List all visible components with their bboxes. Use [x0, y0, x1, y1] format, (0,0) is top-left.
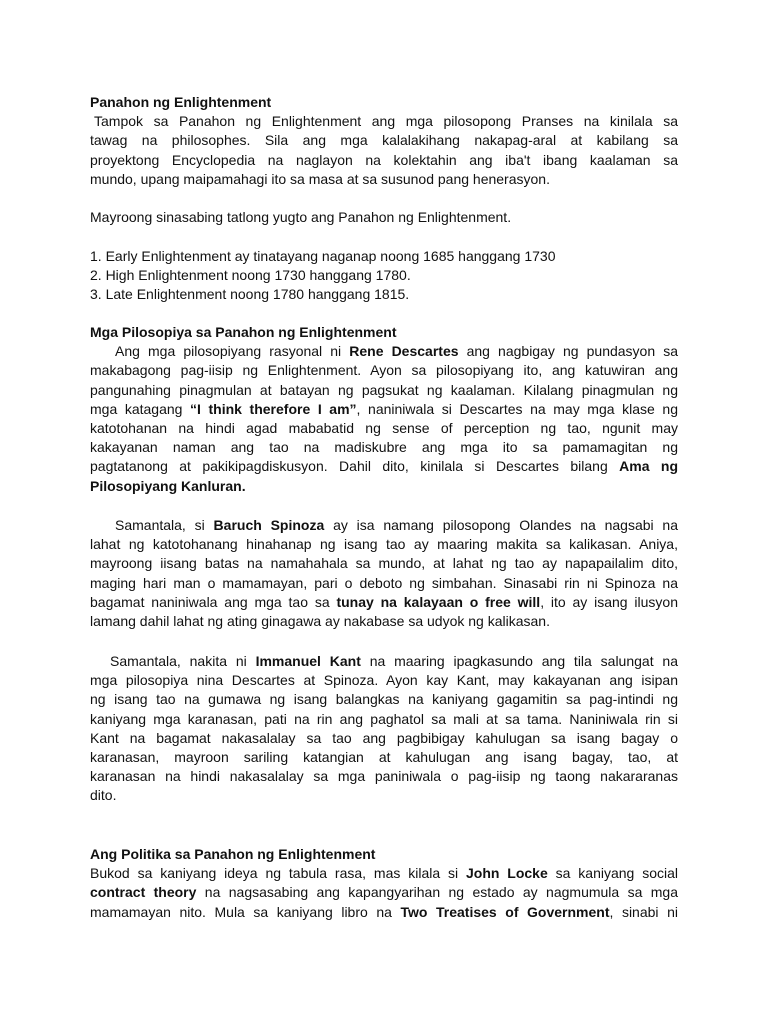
stages-list — [90, 247, 678, 305]
locke-line1: Bukod sa kaniyang ideya ng tabula rasa, mas kilala si John Locke sa kaniyang social — [90, 865, 678, 882]
descartes-line8 — [90, 477, 678, 496]
list-item: 3. Late Enlightenment noong 1780 hanggang 1815. — [90, 286, 410, 303]
kant-line7: karanasan na hindi nakasalalay sa mga paniniwala o pag-iisip ng taong nakararanas — [90, 768, 678, 785]
locke-line2: contract theory na nagsasabing ang kapangyarihan ng estado ay nagmumula sa mga — [90, 884, 678, 901]
descartes-line5: katotohanan na hindi agad mababatid ng sense of perception ng tao, ngunit may — [90, 420, 678, 437]
section-politika — [90, 845, 678, 922]
para1-line1: Tampok sa Panahon ng Enlightenment ang mga pilosopong Pranses na kinilala sa — [94, 113, 678, 130]
list-item: 2. High Enlightenment noong 1730 hanggang 1780. — [90, 267, 411, 284]
heading-pilosopiya: Mga Pilosopiya sa Panahon ng Enlightenment — [90, 324, 397, 340]
locke-line3: mamamayan nito. Mula sa kaniyang libro na Two Treatises of Government, sinabi ni — [90, 903, 678, 920]
free-will-phrase: tunay na kalayaan o free will — [336, 593, 541, 610]
heading-politika: Ang Politika sa Panahon ng Enlightenment — [90, 846, 376, 862]
heading-panahon: Panahon ng Enlightenment — [90, 94, 272, 110]
spinoza-line5: bagamat naniniwala ang mga tao sa tunay na kalayaan o free will, ito ay isang ilusyon — [90, 593, 678, 610]
kant-line1: Samantala, nakita ni Immanuel Kant na maaring ipagkasundo ang tila salungat na — [110, 653, 678, 669]
section-enlightenment — [90, 93, 678, 189]
kant-line8: dito. — [90, 787, 117, 804]
kant-line6: karanasan, mayroon sariling katangian at kahulugan ang isang bagay, tao, at — [90, 749, 678, 766]
paragraph-kant — [90, 652, 678, 806]
descartes-line2: makabagong pag-iisip ng Enlightenment. Ayon sa pilosopiyang ito, ang katuwiran ang — [90, 362, 678, 379]
kant-line2: mga pilosopiya nina Descartes at Spinoza. Ayon kay Kant, may kakayanan ang isipan — [90, 672, 678, 689]
kant-line4: kaniyang mga karanasan, pati na rin ang paghatol sa mali at sa tama. Naniniwala rin si — [90, 710, 678, 727]
spinoza-line2: lahat ng katotohanang hinahanap ng isang tao ay maaring makita sa kalikasan. Aniya, — [90, 536, 678, 553]
kant-line5: Kant na bagamat nakasalalay sa tao ang pagbibigay kahulugan sa isang bagay o — [90, 729, 678, 746]
spinoza-line1: Samantala, si Baruch Spinoza ay isa namang pilosopong Olandes na nagsabi na — [115, 517, 679, 533]
pilosopiyang-kanluran: Pilosopiyang Kanluran. — [90, 477, 246, 494]
name-baruch-spinoza: Baruch Spinoza — [213, 517, 325, 533]
spinoza-line3: mayroong iisang batas na namahahala sa mundo, at lahat ng tao ay napapailalim dito, — [90, 555, 678, 572]
descartes-line6: kakayanan naman ang tao na madiskubre ang mga ito sa pamamagitan ng — [90, 439, 678, 456]
contract-theory: contract theory — [90, 884, 197, 901]
descartes-line7: pagtatanong at pakikipagdiskusyon. Dahil dito, kinilala si Descartes bilang Ama ng — [90, 458, 678, 475]
kant-line3: ng isang tao na gumawa ng isang balangkas na kaniyang gagamitin sa pag-intindi ng — [90, 691, 678, 708]
section-pilosopiya — [90, 323, 678, 496]
ama-ng: Ama ng — [619, 458, 678, 475]
list-item: 1. Early Enlightenment ay tinatayang naganap noong 1685 hanggang 1730 — [90, 248, 556, 264]
descartes-line3: pangunahing pinagmulan at batayan ng pagsukat ng kaalaman. Kilalang pinagmulan ng — [90, 381, 678, 398]
book-title-two-treatises: Two Treatises of Government — [400, 903, 610, 920]
paragraph-spinoza — [90, 516, 678, 631]
para1-line2: tawag na philosophes. Sila ang mga kalalakihang nakapag-aral at kabilang sa — [90, 132, 678, 149]
para2-stages-intro: Mayroong sinasabing tatlong yugto ang Panahon ng Enlightenment. — [90, 209, 512, 225]
descartes-line1: Ang mga pilosopiyang rasyonal ni Rene Descartes ang nagbigay ng pundasyon sa — [115, 343, 679, 360]
name-rene-descartes: Rene Descartes — [349, 343, 459, 360]
para1-line4: mundo, upang maipamahagi ito sa masa at sa susunod pang henerasyon. — [90, 170, 550, 187]
para1-line3: proyektong Encyclopedia na naglayon na kolektahin ang iba't ibang kaalaman sa — [90, 151, 678, 168]
descartes-line4: mga katagang “I think therefore I am”, naniniwala si Descartes na may mga klase ng — [90, 400, 678, 417]
name-immanuel-kant: Immanuel Kant — [255, 653, 361, 669]
name-john-locke: John Locke — [465, 865, 548, 882]
quote-i-think: “I think therefore I am” — [190, 400, 357, 417]
spinoza-line6: lamang dahil lahat ng ating ginagawa ay nakabase sa udyok ng kalikasan. — [90, 613, 550, 630]
spinoza-line4: maging hari man o mamamayan, pari o deboto ng simbahan. Sinasabi rin ni Spinoza na — [90, 574, 678, 591]
